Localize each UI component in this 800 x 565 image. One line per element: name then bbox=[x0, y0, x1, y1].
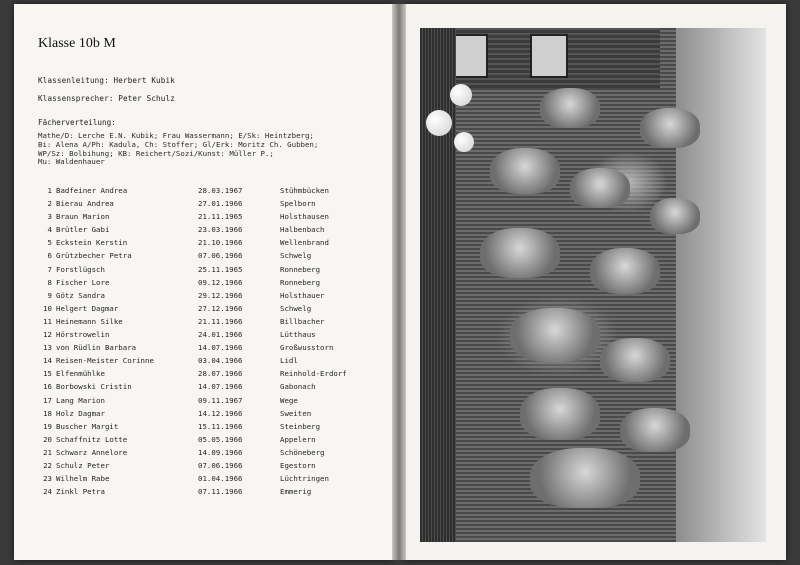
student-name: Schulz Peter bbox=[56, 460, 110, 470]
student-name: Schaffnitz Lotte bbox=[56, 434, 128, 444]
student-number: 9 bbox=[47, 290, 52, 300]
student-birthplace: Gabonach bbox=[280, 382, 316, 392]
student-number: 20 bbox=[43, 434, 52, 444]
sky-shape bbox=[676, 28, 766, 542]
student-number: 1 bbox=[47, 186, 52, 195]
student-birthplace: Ronneberg bbox=[280, 264, 321, 274]
person-shape bbox=[540, 88, 600, 128]
student-birthdate: 01.04.1966 bbox=[198, 474, 243, 484]
student-birthdate: 05.05.1966 bbox=[198, 434, 243, 444]
student-number: 11 bbox=[43, 316, 52, 326]
student-row bbox=[38, 396, 368, 409]
student-birthplace: Stühmbücken bbox=[280, 186, 329, 195]
student-row bbox=[38, 461, 368, 474]
student-name: Braun Marion bbox=[56, 212, 110, 222]
student-name: Heinemann Silke bbox=[56, 316, 123, 326]
person-shape bbox=[570, 168, 630, 208]
student-birthplace: Lütthaus bbox=[280, 330, 316, 340]
student-birthplace: Schöneberg bbox=[280, 447, 325, 457]
class-representative: Klassensprecher: Peter Schulz bbox=[38, 94, 175, 103]
student-number: 3 bbox=[47, 212, 52, 222]
student-birthplace: Holsthausen bbox=[280, 212, 329, 222]
person-shape bbox=[650, 198, 700, 234]
person-shape bbox=[510, 308, 600, 362]
student-number: 14 bbox=[43, 356, 52, 366]
student-birthplace: Emmerig bbox=[280, 487, 312, 497]
student-name: Bierau Andrea bbox=[56, 199, 114, 209]
person-shape bbox=[480, 228, 560, 278]
class-photo-icon bbox=[420, 28, 766, 542]
subjects-list bbox=[38, 132, 368, 167]
student-name: Zinkl Petra bbox=[56, 487, 105, 497]
person-shape bbox=[620, 408, 690, 452]
student-number: 8 bbox=[47, 277, 52, 287]
student-number: 6 bbox=[47, 251, 52, 261]
student-row bbox=[38, 474, 368, 487]
student-birthplace: Wege bbox=[280, 395, 298, 405]
student-name: Buscher Margit bbox=[56, 421, 119, 431]
student-row bbox=[38, 422, 368, 435]
subjects-line: Bi: Alena A/Ph: Kadula, Ch: Stoffer; Gl/Erk: Moritz Ch. Gubben; bbox=[38, 139, 319, 149]
student-birthdate: 15.11.1966 bbox=[198, 421, 243, 431]
student-birthplace: Wellenbrand bbox=[280, 238, 329, 248]
student-row bbox=[38, 409, 368, 422]
student-number: 10 bbox=[43, 303, 52, 313]
balloon-shape bbox=[426, 110, 452, 136]
subjects-heading: Fächerverteilung: bbox=[38, 118, 116, 127]
student-birthplace: Ronneberg bbox=[280, 277, 321, 287]
student-name: von Rüdlin Barbara bbox=[56, 343, 137, 353]
student-number: 15 bbox=[43, 369, 52, 379]
student-number: 2 bbox=[47, 199, 52, 209]
student-number: 17 bbox=[43, 395, 52, 405]
student-birthdate: 03.04.1966 bbox=[198, 356, 243, 366]
balloon-shape bbox=[450, 84, 472, 106]
student-birthplace: Lüchtringen bbox=[280, 474, 329, 484]
student-number: 21 bbox=[43, 447, 52, 457]
student-birthdate: 14.09.1966 bbox=[198, 447, 243, 457]
student-name: Forstlügsch bbox=[56, 264, 105, 274]
student-birthdate: 21.11.1966 bbox=[198, 316, 243, 326]
student-birthplace: Halbenbach bbox=[280, 225, 325, 235]
student-number: 23 bbox=[43, 474, 52, 484]
student-birthdate: 09.12.1966 bbox=[198, 277, 243, 287]
student-birthplace: Appelern bbox=[280, 434, 316, 444]
student-name: Helgert Dagmar bbox=[56, 303, 119, 313]
student-name: Eckstein Kerstin bbox=[56, 238, 128, 248]
window-shape bbox=[530, 34, 568, 78]
student-number: 7 bbox=[47, 264, 52, 274]
student-number: 5 bbox=[47, 238, 52, 248]
student-birthdate: 23.03.1966 bbox=[198, 225, 243, 235]
student-name: Lang Marion bbox=[56, 395, 105, 405]
student-birthplace: Schwelg bbox=[280, 303, 312, 313]
student-row bbox=[38, 317, 368, 330]
student-birthdate: 27.12.1966 bbox=[198, 303, 243, 313]
student-name: Schwarz Annelore bbox=[56, 447, 128, 457]
class-teacher: Klassenleitung: Herbert Kubik bbox=[38, 76, 175, 85]
student-row bbox=[38, 382, 368, 395]
student-row bbox=[38, 435, 368, 448]
student-birthdate: 24.01.1966 bbox=[198, 330, 243, 340]
student-birthplace: Großwusstorn bbox=[280, 343, 334, 353]
person-shape bbox=[640, 108, 700, 148]
student-number: 19 bbox=[43, 421, 52, 431]
student-row bbox=[38, 291, 368, 304]
student-row bbox=[38, 186, 368, 199]
student-number: 18 bbox=[43, 408, 52, 418]
student-row bbox=[38, 212, 368, 225]
student-roster bbox=[38, 186, 368, 500]
student-birthdate: 29.12.1966 bbox=[198, 290, 243, 300]
student-name: Reisen-Meister Corinne bbox=[56, 356, 154, 366]
class-title: Klasse 10b M bbox=[38, 36, 116, 51]
subjects-line: Mathe/D: Lerche E.N. Kubik; Frau Wassermann; E/Sk: Heintzberg; bbox=[38, 131, 314, 140]
student-number: 4 bbox=[47, 225, 52, 235]
person-shape bbox=[490, 148, 560, 194]
student-birthplace: Holsthauer bbox=[280, 290, 325, 300]
student-birthdate: 07.06.1966 bbox=[198, 251, 243, 261]
student-row bbox=[38, 356, 368, 369]
student-birthdate: 07.06.1966 bbox=[198, 460, 243, 470]
student-birthdate: 21.10.1966 bbox=[198, 238, 243, 248]
student-row bbox=[38, 278, 368, 291]
student-birthplace: Egestorn bbox=[280, 460, 316, 470]
student-row bbox=[38, 238, 368, 251]
student-number: 22 bbox=[43, 460, 52, 470]
student-name: Götz Sandra bbox=[56, 290, 105, 300]
book-gutter bbox=[392, 4, 406, 560]
student-birthdate: 09.11.1967 bbox=[198, 395, 243, 405]
student-row bbox=[38, 251, 368, 264]
student-name: Elfenmühlke bbox=[56, 369, 105, 379]
student-birthdate: 14.12.1966 bbox=[198, 408, 243, 418]
student-number: 12 bbox=[43, 330, 52, 340]
person-shape bbox=[530, 448, 640, 508]
student-row bbox=[38, 304, 368, 317]
student-birthplace: Steinberg bbox=[280, 421, 321, 431]
student-birthdate: 14.07.1966 bbox=[198, 343, 243, 353]
student-birthdate: 28.03.1967 bbox=[198, 186, 243, 195]
person-shape bbox=[590, 248, 660, 294]
student-row bbox=[38, 369, 368, 382]
grass-shape bbox=[420, 28, 456, 542]
person-shape bbox=[600, 338, 670, 382]
student-name: Hörstrowelin bbox=[56, 330, 110, 340]
student-number: 16 bbox=[43, 382, 52, 392]
student-birthdate: 28.07.1966 bbox=[198, 369, 243, 379]
student-birthdate: 14.07.1966 bbox=[198, 382, 243, 392]
student-name: Badfeiner Andrea bbox=[56, 186, 128, 195]
student-row bbox=[38, 265, 368, 278]
student-birthdate: 27.01.1966 bbox=[198, 199, 243, 209]
student-name: Brütler Gabi bbox=[56, 225, 110, 235]
student-name: Borbowski Cristin bbox=[56, 382, 132, 392]
student-birthdate: 07.11.1966 bbox=[198, 487, 243, 497]
student-row bbox=[38, 487, 368, 500]
student-birthplace: Schwelg bbox=[280, 251, 312, 261]
student-row bbox=[38, 225, 368, 238]
student-row bbox=[38, 199, 368, 212]
student-name: Holz Dagmar bbox=[56, 408, 105, 418]
student-birthplace: Sweiten bbox=[280, 408, 312, 418]
student-row bbox=[38, 343, 368, 356]
student-name: Wilhelm Rabe bbox=[56, 474, 110, 484]
student-number: 13 bbox=[43, 343, 52, 353]
student-birthplace: Billbacher bbox=[280, 316, 325, 326]
student-name: Fischer Lore bbox=[56, 277, 110, 287]
student-row bbox=[38, 448, 368, 461]
student-row bbox=[38, 330, 368, 343]
student-birthplace: Spelborn bbox=[280, 199, 316, 209]
subjects-line: WP/Sz: Bolbihung; KB: Reichert/Sozi/Kunst: Müller P.; bbox=[38, 148, 274, 158]
person-shape bbox=[520, 388, 600, 440]
student-birthplace: Reinhold-Erdorf bbox=[280, 369, 347, 379]
student-number: 24 bbox=[43, 487, 52, 497]
student-name: Grützbecher Petra bbox=[56, 251, 132, 261]
balloon-shape bbox=[454, 132, 474, 152]
student-birthplace: Lidl bbox=[280, 356, 298, 366]
subjects-line: Mu: Waldenhauer bbox=[38, 157, 105, 167]
student-birthdate: 21.11.1965 bbox=[198, 212, 243, 222]
student-birthdate: 25.11.1965 bbox=[198, 264, 243, 274]
